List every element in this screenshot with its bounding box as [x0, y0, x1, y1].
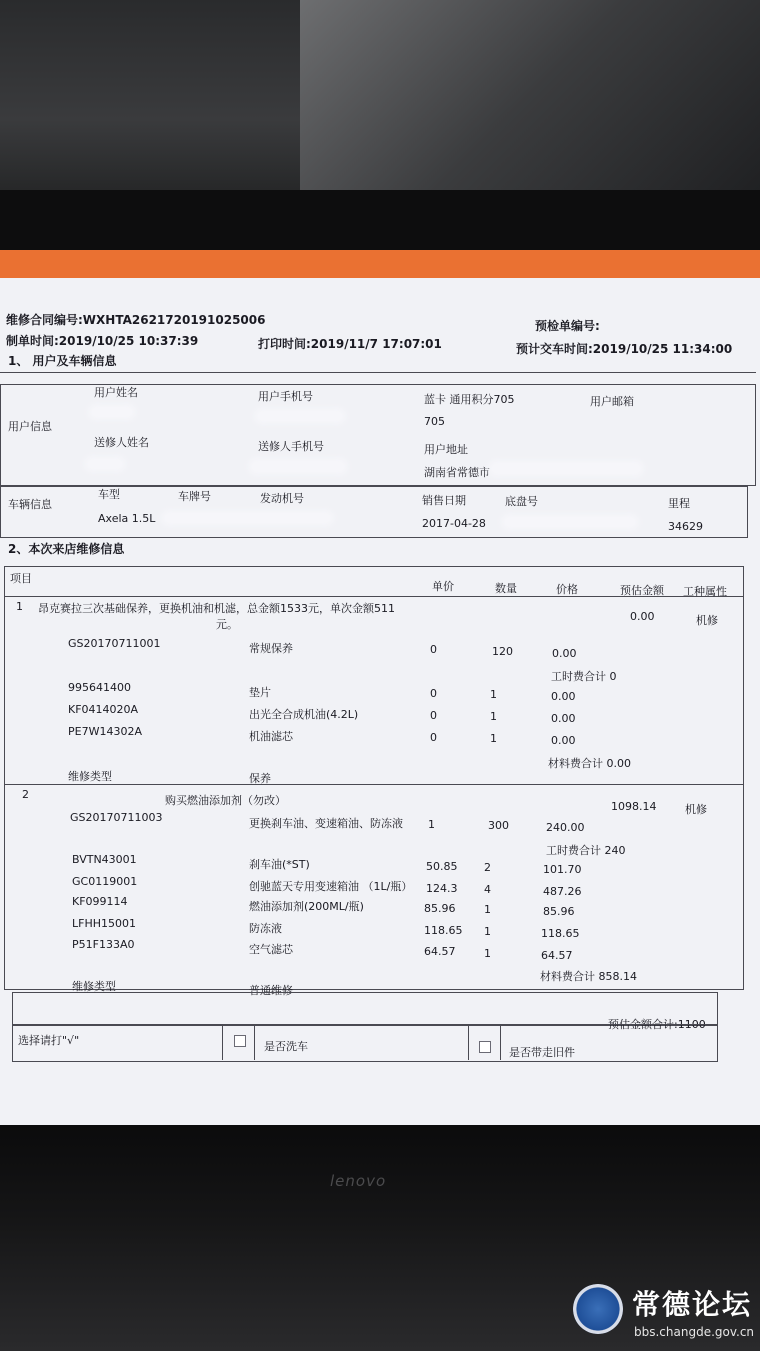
- redacted-user-phone: [258, 412, 342, 420]
- item1-labor-unit: 0: [430, 643, 437, 656]
- item2-material-total: 材料费合计 858.14: [540, 970, 637, 983]
- item1-part2-unit: 0: [430, 709, 437, 722]
- wash-car-checkbox[interactable]: [234, 1035, 246, 1047]
- redacted-plate-engine: [165, 514, 330, 522]
- item1-estimate: 0.00: [630, 610, 655, 623]
- created-time: 制单时间:2019/10/25 10:37:39: [6, 334, 199, 348]
- select-hint: 选择请打"√": [18, 1034, 80, 1047]
- item1-part1-price: 0.00: [551, 690, 576, 703]
- estimate-total: 预估金额合计:1100: [608, 1018, 706, 1031]
- item2-repair-type-value: 普通维修: [249, 984, 293, 997]
- item1-part2-code: KF0414020A: [68, 703, 139, 716]
- item2-part2-code: GC0119001: [72, 875, 138, 888]
- item2-labor-total: 工时费合计 240: [546, 844, 626, 857]
- item2-labor-name: 更换刹车油、变速箱油、防冻液: [249, 817, 403, 830]
- item1-part3-name: 机油滤芯: [249, 730, 293, 743]
- item2-part1-code: BVTN43001: [72, 853, 137, 866]
- wash-car-label: 是否洗车: [264, 1040, 308, 1053]
- item2-part1-unit: 50.85: [426, 860, 458, 873]
- watermark-url: bbs.changde.gov.cn: [634, 1325, 755, 1339]
- mileage-label: 里程: [668, 497, 690, 510]
- item1-labor-code: GS20170711001: [68, 637, 161, 650]
- item2-part3-unit: 85.96: [424, 902, 456, 915]
- col-item: 项目: [10, 572, 32, 585]
- item1-part2-name: 出光全合成机油(4.2L): [249, 708, 359, 721]
- monitor-brand-logo: lenovo: [330, 1172, 387, 1190]
- item2-estimate: 1098.14: [611, 800, 657, 813]
- redacted-address: [492, 464, 640, 473]
- item2-work-type: 机修: [685, 803, 707, 816]
- email-label: 用户邮箱: [590, 395, 634, 408]
- points-value: 705: [424, 415, 445, 428]
- col-qty: 数量: [495, 582, 517, 595]
- item1-labor-name: 常规保养: [249, 642, 293, 655]
- sender-phone-label: 送修人手机号: [258, 440, 324, 453]
- item2-labor-qty: 300: [488, 819, 509, 832]
- item1-labor-price: 0.00: [552, 647, 577, 660]
- chassis-label: 底盘号: [505, 495, 538, 508]
- monitor-top-bezel: [0, 190, 760, 250]
- item2-part2-unit: 124.3: [426, 882, 458, 895]
- col-estimate: 预估金额: [620, 584, 664, 597]
- engine-label: 发动机号: [260, 492, 304, 505]
- item2-part4-price: 118.65: [541, 927, 580, 940]
- plate-label: 车牌号: [178, 490, 211, 503]
- item2-part4-unit: 118.65: [424, 924, 463, 937]
- redacted-sender-name: [88, 460, 122, 468]
- user-phone-label: 用户手机号: [258, 390, 313, 403]
- redacted-chassis: [505, 518, 635, 526]
- delivery-time: 预计交车时间:2019/10/25 11:34:00: [516, 342, 733, 356]
- divider: [468, 1024, 469, 1060]
- divider: [222, 1024, 223, 1060]
- item2-part2-qty: 4: [484, 883, 491, 896]
- item2-part3-code: KF099114: [72, 895, 128, 908]
- item2-part2-name: 创驰蓝天专用变速箱油 （1L/瓶）: [249, 880, 413, 893]
- item1-part1-unit: 0: [430, 687, 437, 700]
- item2-part4-code: LFHH15001: [72, 917, 136, 930]
- item1-part2-qty: 1: [490, 710, 497, 723]
- item1-part1-name: 垫片: [249, 686, 271, 699]
- print-time: 打印时间:2019/11/7 17:07:01: [258, 337, 442, 351]
- item2-part1-name: 刹车油(*ST): [249, 858, 310, 871]
- section2-title: 2、本次来店维修信息: [8, 542, 125, 556]
- divider: [254, 1024, 255, 1060]
- item2-labor-unit: 1: [428, 818, 435, 831]
- item2-name: 购买燃油添加剂（勿改）: [165, 794, 286, 807]
- item2-labor-code: GS20170711003: [70, 811, 163, 824]
- sale-date-label: 销售日期: [422, 494, 466, 507]
- forum-logo-icon: [573, 1284, 623, 1334]
- precheck-number: 预检单编号:: [535, 319, 600, 333]
- item2-part1-price: 101.70: [543, 863, 582, 876]
- mileage-value: 34629: [668, 520, 703, 533]
- col-work-type: 工种属性: [683, 585, 727, 598]
- address-label: 用户地址: [424, 443, 468, 456]
- redacted-sender-phone: [252, 462, 344, 471]
- col-unit-price: 单价: [432, 580, 454, 593]
- contract-number: 维修合同编号:WXHTA2621720191025006: [6, 313, 266, 327]
- item2-repair-type-label: 维修类型: [72, 980, 116, 993]
- item1-name-cont: 元。: [216, 618, 238, 631]
- item2-part2-price: 487.26: [543, 885, 582, 898]
- options-box: [12, 1024, 718, 1062]
- item1-no: 1: [16, 600, 23, 613]
- item1-part3-qty: 1: [490, 732, 497, 745]
- watermark-title: 常德论坛: [632, 1288, 753, 1321]
- sender-name-label: 送修人姓名: [94, 436, 149, 449]
- item1-name: 昂克赛拉三次基础保养，更换机油和机滤，总金额1533元，单次金额511: [38, 602, 395, 615]
- sale-date-value: 2017-04-28: [422, 517, 486, 530]
- item1-part1-qty: 1: [490, 688, 497, 701]
- item2-labor-price: 240.00: [546, 821, 585, 834]
- item2-part3-qty: 1: [484, 903, 491, 916]
- monitor-screen: [0, 250, 760, 1125]
- item2-part5-price: 64.57: [541, 949, 573, 962]
- redacted-user-name: [92, 408, 132, 416]
- background-ceiling: [300, 0, 760, 190]
- model-label: 车型: [98, 488, 120, 501]
- card-label: 蓝卡 通用积分705: [424, 393, 515, 406]
- user-info-label: 用户信息: [8, 420, 52, 433]
- row-divider: [4, 784, 743, 785]
- item2-part5-unit: 64.57: [424, 945, 456, 958]
- model-value: Axela 1.5L: [98, 512, 156, 525]
- item1-part3-code: PE7W14302A: [68, 725, 142, 738]
- item2-part5-code: P51F133A0: [72, 938, 135, 951]
- item1-material-total: 材料费合计 0.00: [548, 757, 631, 770]
- item2-part5-name: 空气滤芯: [249, 943, 293, 956]
- item1-labor-qty: 120: [492, 645, 513, 658]
- item1-part3-price: 0.00: [551, 734, 576, 747]
- old-parts-label: 是否带走旧件: [509, 1046, 575, 1059]
- item2-part4-qty: 1: [484, 925, 491, 938]
- address-value: 湖南省常德市: [424, 466, 490, 479]
- user-name-label: 用户姓名: [94, 386, 138, 399]
- title-bar: [0, 250, 760, 278]
- item1-work-type: 机修: [696, 614, 718, 627]
- divider: [500, 1024, 501, 1060]
- item1-part2-price: 0.00: [551, 712, 576, 725]
- divider: [0, 372, 756, 373]
- item1-labor-total: 工时费合计 0: [551, 670, 617, 683]
- vehicle-info-label: 车辆信息: [8, 498, 52, 511]
- item2-part4-name: 防冻液: [249, 922, 282, 935]
- item2-part3-name: 燃油添加剂(200ML/瓶): [249, 900, 364, 913]
- section1-title: 1、 用户及车辆信息: [8, 354, 117, 368]
- item1-repair-type-value: 保养: [249, 772, 271, 785]
- item1-part3-unit: 0: [430, 731, 437, 744]
- item2-part1-qty: 2: [484, 861, 491, 874]
- old-parts-checkbox[interactable]: [479, 1041, 491, 1053]
- item1-part1-code: 995641400: [68, 681, 131, 694]
- item2-part3-price: 85.96: [543, 905, 575, 918]
- item2-no: 2: [22, 788, 29, 801]
- item2-part5-qty: 1: [484, 947, 491, 960]
- item1-repair-type-label: 维修类型: [68, 770, 112, 783]
- col-price: 价格: [556, 583, 578, 596]
